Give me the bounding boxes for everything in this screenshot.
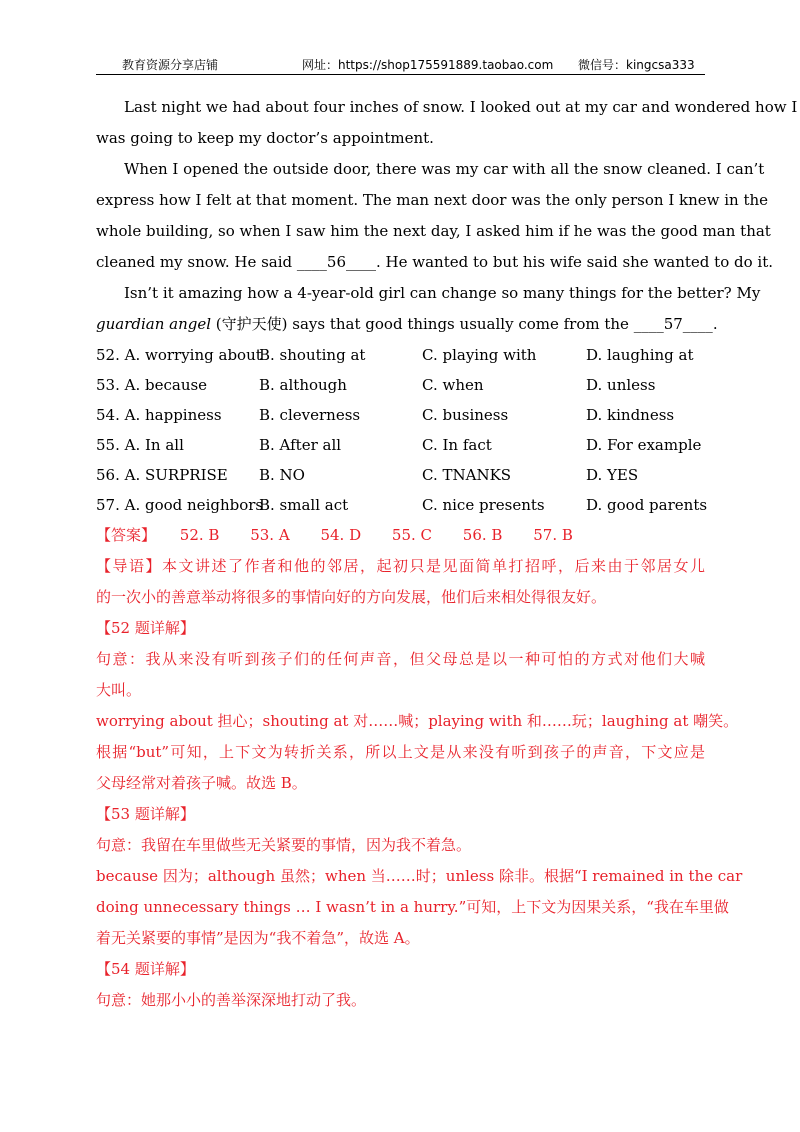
- q54-heading: 【54 题详解】: [96, 960, 195, 978]
- option-c: C. nice presents: [422, 496, 545, 514]
- option-row: [96, 370, 705, 400]
- answer-item: 52. B: [179, 526, 220, 544]
- option-d: D. unless: [586, 376, 656, 394]
- q52-meaning: 句意：我从来没有听到孩子们的任何声音，但父母总是以一种可怕的方式对他们大喊: [96, 650, 705, 668]
- passage-line: [96, 309, 718, 340]
- answer-item: 53. A: [250, 526, 290, 544]
- option-row: [96, 460, 705, 490]
- q53-explanation: because 因为；although 虽然；when 当……时；unless 除非。根据“I remained in the car: [96, 867, 743, 885]
- q52-heading: 【52 题详解】: [96, 619, 195, 637]
- passage-line: Last night we had about four inches of snow. I looked out at my car and wondered how I: [124, 98, 798, 116]
- q52-explanation: 根据“but”可知，上下文为转折关系，所以上文是从来没有听到孩子的声音，下文应是: [96, 743, 705, 761]
- passage-text: . He wanted to but his wife said she wanted to do it.: [376, 253, 773, 271]
- q52-meaning: 大叫。: [96, 681, 142, 699]
- answer-item: 57. B: [533, 526, 573, 544]
- guardian-angel-term: guardian angel: [96, 315, 212, 333]
- option-a: 52. A. worrying about: [96, 346, 262, 364]
- option-d: D. laughing at: [586, 346, 694, 364]
- answer-item: 54. D: [320, 526, 362, 544]
- guide-line: 【导语】本文讲述了作者和他的邻居，起初只是见面简单打招呼，后来由于邻居女儿: [96, 557, 705, 575]
- option-row: [96, 490, 708, 520]
- option-a: 57. A. good neighbors: [96, 496, 264, 514]
- q52-vocab: worrying about 担心；shouting at 对……喊；playing with 和……玩；laughing at 嘲笑。: [96, 712, 739, 730]
- q53-heading: 【53 题详解】: [96, 805, 195, 823]
- option-row: [96, 400, 705, 430]
- header-shop-name: 教育资源分享店铺: [122, 58, 219, 72]
- q53-explanation: doing unnecessary things … I wasn’t in a hurry.”可知，上下文为因果关系，“我在车里做: [96, 898, 729, 916]
- option-d: D. good parents: [586, 496, 708, 514]
- q53-explanation: 着无关紧要的事情”是因为“我不着急”，故选 A。: [96, 929, 420, 947]
- blank-57: ____57____: [633, 315, 713, 333]
- passage-line: Isn’t it amazing how a 4-year-old girl can change so many things for the better? My: [124, 284, 761, 302]
- option-a: 56. A. SURPRISE: [96, 466, 228, 484]
- page-header: [96, 50, 705, 75]
- option-a: 55. A. In all: [96, 436, 184, 454]
- option-d: D. YES: [586, 466, 639, 484]
- passage-text: cleaned my snow. He said: [96, 253, 297, 271]
- option-c: C. TNANKS: [422, 466, 512, 484]
- blank-56: ____56____: [296, 253, 377, 271]
- answer-key: [96, 520, 705, 551]
- option-a: 54. A. happiness: [96, 406, 222, 424]
- option-d: D. For example: [586, 436, 702, 454]
- option-c: C. playing with: [422, 346, 537, 364]
- option-b: B. although: [259, 376, 347, 394]
- option-a: 53. A. because: [96, 376, 208, 394]
- passage-line: whole building, so when I saw him the next day, I asked him if he was the good man that: [96, 222, 771, 240]
- q52-explanation: 父母经常对着孩子喊。故选 B。: [96, 774, 307, 792]
- answer-item: 56. B: [462, 526, 503, 544]
- answer-item: 55. C: [391, 526, 433, 544]
- guide-line: 的一次小的善意举动将很多的事情向好的方向发展，他们后来相处得很友好。: [96, 588, 607, 606]
- option-row: [96, 340, 705, 370]
- header-wechat: 微信号：kingcsa333: [578, 58, 695, 72]
- option-b: B. cleverness: [259, 406, 361, 424]
- option-c: C. In fact: [422, 436, 492, 454]
- passage-line: was going to keep my doctor’s appointment.: [96, 129, 434, 147]
- passage-line: [96, 247, 773, 278]
- passage-text: .: [712, 315, 718, 333]
- passage-text: (守护天使) says that good things usually come from the: [211, 315, 634, 333]
- option-b: B. After all: [259, 436, 342, 454]
- q54-meaning: 句意：她那小小的善举深深地打动了我。: [96, 991, 367, 1009]
- passage-line: express how I felt at that moment. The man next door was the only person I knew in the: [96, 191, 769, 209]
- option-row: [96, 430, 705, 460]
- answer-label: 【答案】: [96, 526, 157, 544]
- header-url: 网址：https://shop175591889.taobao.com: [302, 58, 554, 72]
- option-b: B. shouting at: [259, 346, 366, 364]
- option-b: B. NO: [259, 466, 305, 484]
- document-body: [96, 92, 798, 1016]
- option-d: D. kindness: [586, 406, 675, 424]
- option-c: C. business: [422, 406, 509, 424]
- option-b: B. small act: [259, 496, 349, 514]
- option-c: C. when: [422, 376, 484, 394]
- q53-meaning: 句意：我留在车里做些无关紧要的事情，因为我不着急。: [96, 836, 472, 854]
- passage-line: When I opened the outside door, there was my car with all the snow cleaned. I can’t: [124, 160, 765, 178]
